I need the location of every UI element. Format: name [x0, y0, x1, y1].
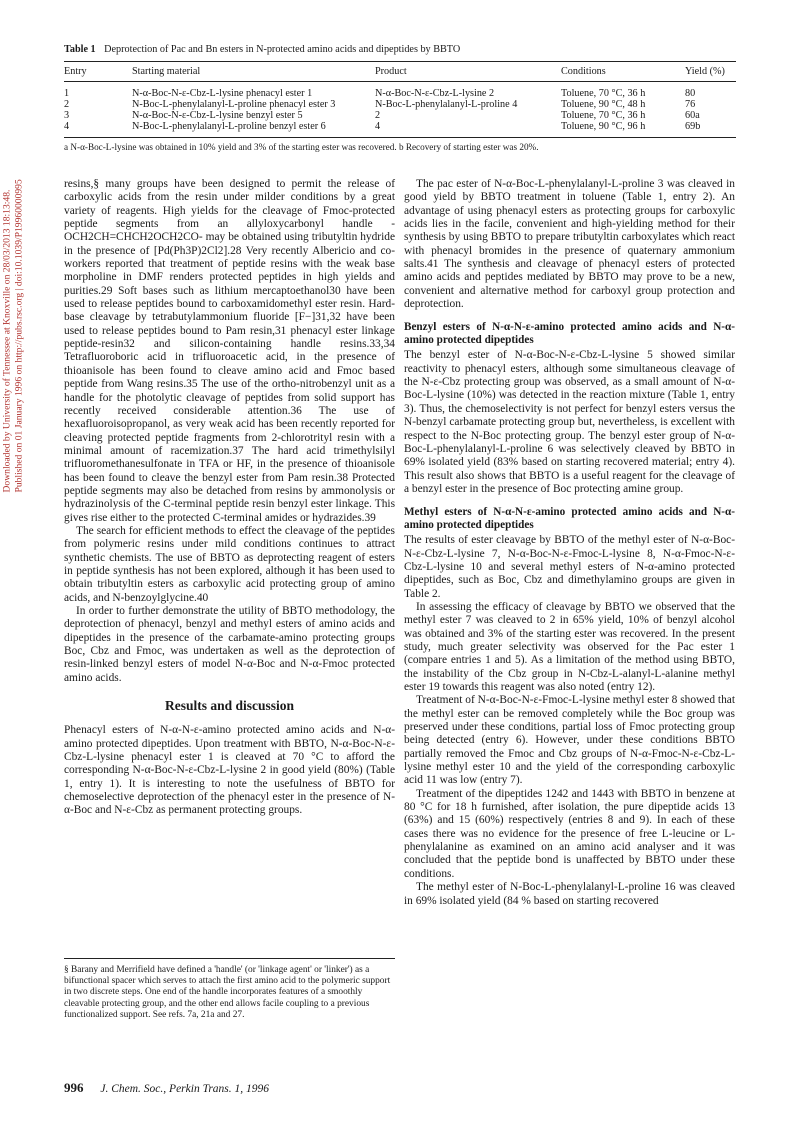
header-product: Product: [375, 66, 407, 77]
table-row: [64, 121, 736, 132]
download-watermark: [1, 179, 25, 493]
paragraph: The results of ester cleavage by BBTO of the methyl ester of N-α-Boc-N-ε-Cbz-L-lysine 7, N-α-Boc-N-ε-Fmoc-L-lysine 8, N-α-Fmoc-N-ε-Cbz-L-lysine 10 and several methyl esters of N-α-amino protected dipeptides, such as Boc, Cbz and dimethylamino groups are given in Table 2.: [404, 534, 735, 600]
paragraph: Phenacyl esters of N-α-N-ε-amino protected amino acids and N-α-amino protected dipeptides. Upon treatment with BBTO, N-α-Boc-N-ε-Cbz-L-lysine phenacyl ester 1 is cleaved at 70 °C to afford the corresponding N-α-Boc-N-ε-Cbz-L-lysine 2 in good yield (80%) (Table 1, entry 1). It is interesting to note the usefulness of BBTO for chemoselective deprotection of the phenacyl ester in the presence of N-α-Boc and N-ε-Cbz as permanent protecting groups.: [64, 724, 395, 817]
paragraph: Treatment of the dipeptides 1242 and 1443 with BBTO in benzene at 80 °C for 18 h furnished, after isolation, the pure dipeptide acids 13 (63%) and 15 (60%) respectively (entries 8 and 9). In each of these cases there was no evidence for the presence of free L-leucine or L-phenylalanine as examined on an amino acid analyser and it was concluded that the peptide bond is unaffected by BBTO under these conditions.: [404, 787, 735, 880]
table-footnote: a N-α-Boc-L-lysine was obtained in 10% yield and 3% of the starting ester was recovered. b Recovery of starting ester was 20%.: [64, 142, 539, 152]
cell-entry: 3: [64, 110, 70, 121]
paragraph: In order to further demonstrate the utility of BBTO methodology, the deprotection of phenacyl, benzyl and methyl esters of amino acids and dipeptides in the presence of the carbamate-amino protecting groups Boc, Cbz and Fmoc, was undertaken as well as the deprotection of resin-linked benzyl esters of model N-α-Boc and N-α-Fmoc protected amino acids.: [64, 605, 395, 684]
header-starting-material: Starting material: [132, 66, 201, 77]
paragraph: The pac ester of N-α-Boc-L-phenylalanyl-L-proline 3 was cleaved in good yield by BBTO treatment in toluene (Table 1, entry 2). An advantage of using phenacyl esters as protecting groups for carboxylic acids lies in the facile, convenient and high-yielding method for their synthesis by using BBTO to prepare tributyltin carboxylates which react with phenacyl bromides in the presence of quaternary ammonium salts.41 The synthesis and cleavage of phenacyl esters of protected amino acids and peptides mediated by BBTO may prove to be a new, convenient and alternative method for carboxyl group protection and deprotection.: [404, 178, 735, 311]
cell-product: 4: [375, 121, 381, 132]
table-label: Table 1: [64, 44, 96, 55]
cell-conditions: Toluene, 70 °C, 36 h: [561, 88, 646, 99]
cell-product: N-α-Boc-N-ε-Cbz-L-lysine 2: [375, 88, 495, 99]
footnote: [64, 958, 395, 1021]
paragraph: Treatment of N-α-Boc-N-ε-Fmoc-L-lysine methyl ester 8 showed that the methyl ester can be removed completely while the Boc group was preserved under these conditions, partial loss of Fmoc protecting group being detected (entry 6). However, under these conditions BBTO partially removed the Fmoc and Cbz groups of N-α-Fmoc-N-ε-Cbz-L-lysine methyl ester 10 and the yield of the corresponding carboxylic acid 11 was low (entry 7).: [404, 694, 735, 787]
section-heading: Results and discussion: [164, 698, 295, 714]
cell-entry: 2: [64, 99, 70, 110]
table-row: [64, 110, 736, 121]
paragraph: The methyl ester of N-Boc-L-phenylalanyl-L-proline 16 was cleaved in 69% isolated yield (84 % based on starting recovered: [404, 881, 735, 907]
cell-yield: 80: [685, 88, 696, 99]
header-conditions: Conditions: [561, 66, 606, 77]
cell-product: 2: [375, 110, 381, 121]
cell-conditions: Toluene, 70 °C, 36 h: [561, 110, 646, 121]
subsection-heading: Benzyl esters of N-α-N-ε-amino protected amino acids and N-α-amino protected dipeptides: [404, 321, 735, 347]
left-column: [64, 178, 395, 818]
table-1: [64, 44, 736, 153]
cell-entry: 1: [64, 88, 70, 99]
subsection-heading: Methyl esters of N-α-N-ε-amino protected amino acids and N-α-amino protected dipeptides: [404, 506, 735, 532]
cell-product: N-Boc-L-phenylalanyl-L-proline 4: [375, 99, 518, 110]
cell-yield: 60a: [685, 110, 700, 121]
right-column: [404, 178, 735, 908]
table-row: [64, 88, 736, 99]
paragraph: The search for efficient methods to effect the cleavage of the peptides from polymeric resins under mild conditions continues to attract synthetic chemists. The use of BBTO as deprotecting reagent of esters in peptide synthesis has not been explored, although it has been used to obtain tributyltin esters as carboxylic acid protecting group of amino acids, and N-benzoylglycine.40: [64, 524, 395, 604]
cell-starting-material: N-Boc-L-phenylalanyl-L-proline benzyl ester 6: [132, 121, 326, 132]
publication-notice: Published on 01 January 1996 on http://pubs.rsc.org | doi:10.1039/P19960000995: [13, 179, 24, 493]
header-entry: Entry: [64, 66, 87, 77]
results-table: [64, 62, 736, 138]
cell-conditions: Toluene, 90 °C, 96 h: [561, 121, 646, 132]
page-footer: [64, 1080, 269, 1096]
cell-starting-material: N-α-Boc-N-ε-Cbz-L-lysine benzyl ester 5: [132, 110, 303, 121]
page-number: 996: [64, 1080, 84, 1095]
paragraph: resins,§ many groups have been designed to permit the release of carboxylic acids from the resin under milder conditions by a great variety of reagents. High yields for the cleavage of Fmoc-protected peptide segments from an allyloxycarbonyl handle -OCH2CH=CHCH2OCH2CO- may be obtained using tributyltin hydride in the presence of [Pd(Ph3P)2Cl2].28 Very recently Albericio and co-workers reported that treatment of peptide resins with the weak base morpholine in DMF renders protected peptides in high yields and purities.29 Soft bases such as lithium mercaptoethanol30 have been used to release peptides bound to carboxamidomethyl ester resin. Hard-base cleavage by tetrabutylammonium fluoride [F−]31,32 have been used to release peptides bound to Pam resin,31 phenacyl ester linkage peptide-resin32 and silicon-containing handle resins.33,34 Tetrafluoroboric acid in trifluoroacetic acid, in the presence of thioanisole has been found to cleave amino acid and Fmoc based peptide from Wang resins.35 The use of the ortho-nitrobenzyl unit as a handle for the photolytic cleavage of peptides from solid support has recently received considerable attention.36 The use of hexafluoroisopropanol, as very weak acid has been recently reported for cleaving protected peptide fragments from 2-chlorotrityl resin with a minimal amount of racemization.37 The hard acid trimethylsilyl trifluoromethanesulfonate in TFA or HF, in the presence of thioanisole has been found to cleave the benzyl ester from Pam resin.38 Protected peptide segments may also be detached from resins by ammonolysis or hydrazinolysis of the C-terminal peptide resin benzyl ester linkage. This gives rise either to the protected C-terminal amides or hydrazides.39: [64, 178, 395, 524]
journal-citation: J. Chem. Soc., Perkin Trans. 1, 1996: [100, 1083, 270, 1095]
download-notice: Downloaded by University of Tennessee at Knoxville on 28/03/2013 18:13:48.: [1, 189, 13, 493]
cell-entry: 4: [64, 121, 70, 132]
cell-starting-material: N-Boc-L-phenylalanyl-L-proline phenacyl ester 3: [132, 99, 336, 110]
table-row: [64, 99, 736, 110]
cell-yield: 69b: [685, 121, 701, 132]
table-caption: Deprotection of Pac and Bn esters in N-protected amino acids and dipeptides by BBTO: [104, 44, 461, 55]
paragraph: The benzyl ester of N-α-Boc-N-ε-Cbz-L-lysine 5 showed similar reactivity to phenacyl esters, although some simultaneous cleavage of the N-ε-Cbz protecting group was observed, as a small amount of N-α-Boc-L-lysine (10%) was detected in the reaction mixture (Table 1, entry 3). Thus, the chemoselectivity is not perfect for benzyl esters versus the N-benzyl carbamate protecting group but, nevertheless, is excellent with respect to the N-Boc protecting group. The benzyl ester group of N-α-Boc-L-phenylalanyl-L-proline 6 was selectively cleaved by BBTO in 69% isolated yield (83% based on starting recovered material; entry 4). This result also shows that BBTO is a useful reagent for the cleavage of a benzyl ester in the presence of Boc protecting amine group.: [404, 349, 735, 495]
paragraph: In assessing the efficacy of cleavage by BBTO we observed that the methyl ester 7 was cleaved to 2 in 65% yield, 10% of benzyl alcohol was obtained and 3% of the starting ester was recovered. In the present study, much greater selectivity was observed for the Pac ester 1 (compare entries 1 and 5). As a limitation of the method using BBTO, the instability of the Cbz group in N-Cbz-L-alanyl-L-alanine methyl ester 19 towards this reagent was also noted (entry 12).: [404, 600, 735, 693]
cell-yield: 76: [685, 99, 696, 110]
table-title: [64, 44, 736, 56]
table-header-row: [64, 62, 736, 82]
cell-starting-material: N-α-Boc-N-ε-Cbz-L-lysine phenacyl ester 1: [132, 88, 313, 99]
footnote-text: § Barany and Merrifield have defined a 'handle' (or 'linkage agent' or 'linker') as a bifunctional spacer which serves to attach the first amino acid to the polymeric support in two discrete steps. One end of the handle incorporates features of a smoothly cleavable protecting group, and the other end allows facile coupling to a previous functionalized support. See refs. 7a, 21a and 27.: [64, 965, 391, 1020]
cell-conditions: Toluene, 90 °C, 48 h: [561, 99, 646, 110]
header-yield: Yield (%): [685, 66, 725, 77]
